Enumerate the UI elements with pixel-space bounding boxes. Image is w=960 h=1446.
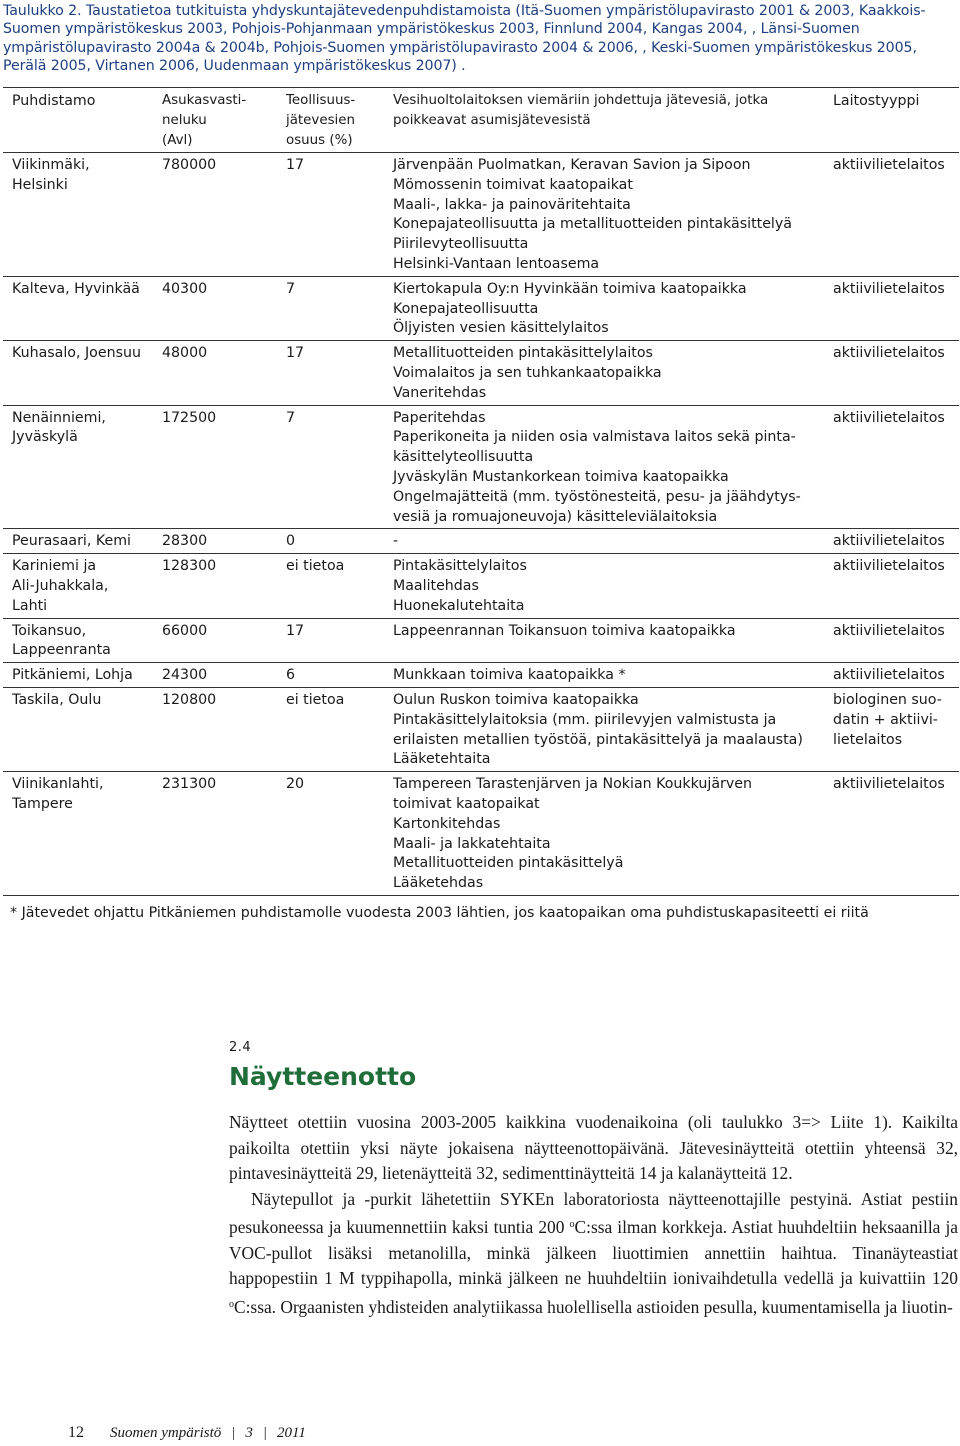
cell-plant-type: aktiivilietelaitos: [833, 345, 945, 362]
cell-plant-type: aktiivilietelaitos: [833, 157, 945, 173]
cell-industry-share: 7: [286, 409, 296, 426]
cell-population: 780000: [162, 157, 217, 173]
table-row: [3, 276, 959, 340]
cell-wastewater-sources: Lappeenrannan Toikansuon toimiva kaatopaikka: [393, 622, 736, 639]
cell-plant: Taskila, Oulu: [12, 691, 102, 708]
cell-wastewater-sources: Tampereen Tarastenjärven ja Nokian Koukkujärven toimivat kaatopaikat Kartonkitehdas Maali- ja lakkatehtaita Metallituotteiden pintakäsittelyä Lääketehdas: [393, 776, 752, 892]
cell-plant-type: aktiivilietelaitos: [833, 776, 945, 793]
header-industry-share: Teollisuus- jätevesien osuus (%): [286, 93, 356, 148]
cell-plant: Viinikanlahti, Tampere: [12, 776, 104, 812]
cell-plant: Kuhasalo, Joensuu: [12, 345, 141, 362]
wastewater-plants-table: [3, 87, 959, 896]
cell-wastewater-sources: Oulun Ruskon toimiva kaatopaikka Pintakäsittelylaitoksia (mm. piirilevyjen valmistusta ja erilaisten metallien työstöä, pintakäsittelyä ja maalausta) Lääketehtaita: [393, 691, 803, 768]
section-title: Näytteenotto: [229, 1062, 417, 1091]
table-caption: Taulukko 2. Taustatietoa tutkituista yhdyskuntajätevedenpuhdistamoista (Itä-Suomen ympäristölupavirasto 2001 & 2003, Kaakkois-Suomen ympäristökeskus 2003, Pohjois-Pohjanmaan ympäristökeskus 2003, Finnlund 2004, Kangas 2004, , Länsi-Suomen ympäristölupavirasto 2004a & 2004b, Pohjois-Suomen ympäristölupavirasto 2004 & 2006, , Keski-Suomen ympäristökeskus 2005, Perälä 2005, Virtanen 2006, Uudenmaan ympäristökeskus 2007) .: [3, 3, 926, 74]
cell-industry-share: 7: [286, 280, 296, 297]
cell-population: 66000: [162, 622, 208, 639]
cell-wastewater-sources: Järvenpään Puolmatkan, Keravan Savion ja Sipoon Mömossenin toimivat kaatopaikat Maali-, lakka- ja painoväritehtaita Konepajateollisuutta ja metallituotteiden pintakäsittelyä Piirilevyteollisuutta Helsinki-Vantaan lentoasema: [393, 157, 792, 272]
section-number: 2.4: [229, 1040, 252, 1055]
cell-population: 28300: [162, 533, 208, 550]
header-population: Asukasvasti- neluku (Avl): [162, 93, 247, 148]
cell-industry-share: 17: [286, 345, 305, 362]
cell-population: 40300: [162, 280, 208, 297]
table-row: [3, 618, 959, 663]
degree-symbol: o: [229, 1298, 234, 1310]
cell-wastewater-sources: Kiertokapula Oy:n Hyvinkään toimiva kaatopaikka Konepajateollisuutta Öljyisten vesien käsittelylaitos: [393, 280, 747, 337]
cell-wastewater-sources: Munkkaan toimiva kaatopaikka *: [393, 667, 626, 684]
cell-population: 231300: [162, 776, 217, 793]
cell-plant-type: aktiivilietelaitos: [833, 622, 945, 639]
cell-population: 48000: [162, 345, 208, 362]
table-row: [3, 554, 959, 618]
table-row: [3, 341, 959, 405]
cell-plant: Pitkäniemi, Lohja: [12, 667, 133, 684]
cell-industry-share: 6: [286, 667, 296, 684]
cell-plant: Peurasaari, Kemi: [12, 533, 131, 550]
cell-population: 120800: [162, 691, 217, 708]
cell-plant-type: aktiivilietelaitos: [833, 533, 945, 550]
table-row: [3, 772, 959, 896]
footer-separator: |: [231, 1425, 236, 1441]
page-footer: [68, 1424, 306, 1442]
degree-symbol: o: [569, 1219, 575, 1230]
cell-plant-type: aktiivilietelaitos: [833, 558, 945, 575]
cell-industry-share: 17: [286, 157, 305, 173]
cell-population: 172500: [162, 409, 217, 426]
footer-separator: |: [262, 1425, 267, 1441]
cell-plant-type: biologinen suo- datin + aktiivi- lietelaitos: [833, 691, 942, 748]
table-row: [3, 663, 959, 688]
cell-plant-type: aktiivilietelaitos: [833, 409, 945, 426]
page-number: 12: [68, 1424, 84, 1441]
table-header-row: [3, 88, 959, 153]
cell-plant: Kalteva, Hyvinkää: [12, 280, 140, 297]
table-row: [3, 405, 959, 529]
table-footnote: * Jätevedet ohjattu Pitkäniemen puhdistamolle vuodesta 2003 lähtien, jos kaatopaikan oma puhdistuskapasiteetti ei riitä: [10, 905, 869, 921]
section-body: [229, 1110, 958, 1320]
cell-industry-share: ei tietoa: [286, 691, 345, 708]
cell-wastewater-sources: Pintakäsittelylaitos Maalitehdas Huonekalutehtaita: [393, 558, 527, 614]
header-wastewater-sources: Vesihuoltolaitoksen viemäriin johdettuja jätevesiä, jotka poikkeavat asumisjätevesistä: [393, 93, 769, 128]
cell-population: 24300: [162, 667, 208, 684]
cell-wastewater-sources: -: [393, 533, 399, 550]
cell-population: 128300: [162, 558, 217, 575]
cell-plant: Viikinmäki, Helsinki: [12, 157, 90, 193]
cell-plant: Toikansuo, Lappeenranta: [12, 622, 111, 659]
cell-wastewater-sources: Paperitehdas Paperikoneita ja niiden osia valmistava laitos sekä pinta- käsittelyteollisuutta Jyväskylän Mustankorkean toimiva kaatopaikka Ongelmajätteitä (mm. työstönesteitä, pesu- ja jäähdytys- vesiä ja romuajoneuvoja) käsitteleviälaitoksia: [393, 409, 801, 525]
cell-wastewater-sources: Metallituotteiden pintakäsittelylaitos Voimalaitos ja sen tuhkankaatopaikka Vaneritehdas: [393, 345, 662, 401]
cell-industry-share: 0: [286, 533, 296, 550]
cell-industry-share: 20: [286, 776, 305, 793]
publication-year: 2011: [277, 1425, 306, 1441]
cell-plant-type: aktiivilietelaitos: [833, 667, 945, 684]
table-row: [3, 153, 959, 277]
table-body: [3, 88, 959, 896]
publication-issue: 3: [245, 1425, 253, 1441]
cell-plant: Nenäinniemi, Jyväskylä: [12, 409, 106, 446]
header-plant-type: Laitostyyppi: [833, 93, 920, 109]
header-plant: Puhdistamo: [12, 93, 96, 109]
paragraph-1: Näytteet otettiin vuosina 2003-2005 kaikkina vuodenaikoina (oli taulukko 3=> Liite 1). Kaikilta paikoilta otettiin yksi näyte jokaisena näytteenottopäivänä. Jätevesinäytteitä otettiin yhteensä 32, pintavesinäytteitä 29, lietenäytteitä 32, sedimenttinäytteitä 14 ja kalanäytteitä 12.: [229, 1112, 958, 1183]
publication-name: Suomen ympäristö: [110, 1425, 222, 1441]
table-row: [3, 687, 959, 771]
cell-industry-share: ei tietoa: [286, 558, 345, 575]
cell-industry-share: 17: [286, 622, 305, 639]
paragraph-2: Näytepullot ja -purkit lähetettiin SYKEn laboratoriosta näytteenottajille pestyinä. Astiat pestiin pesukoneessa ja kuumennettiin kaksi tuntia 200 $^o$C:ssa ilman korkkeja. Astiat huuhdeltiin heksaanilla ja VOC-pullot lisäksi metanolilla, minkä jälkeen liuottimien annettiin haihtua. Tinanäyteastiat happopestiin 1 M typpihapolla, minkä jälkeen ne huuhdeltiin ionivaihdetulla vedellä ja kuivattiin 120 $^o$C:ssa. Orgaanisten yhdisteiden analytiikassa huolellisella astioiden pesulla, kuumentamisella ja liuotin-: [229, 1188, 959, 1317]
cell-plant: Kariniemi ja Ali-Juhakkala, Lahti: [12, 558, 109, 614]
table-row: [3, 529, 959, 554]
cell-plant-type: aktiivilietelaitos: [833, 280, 945, 297]
